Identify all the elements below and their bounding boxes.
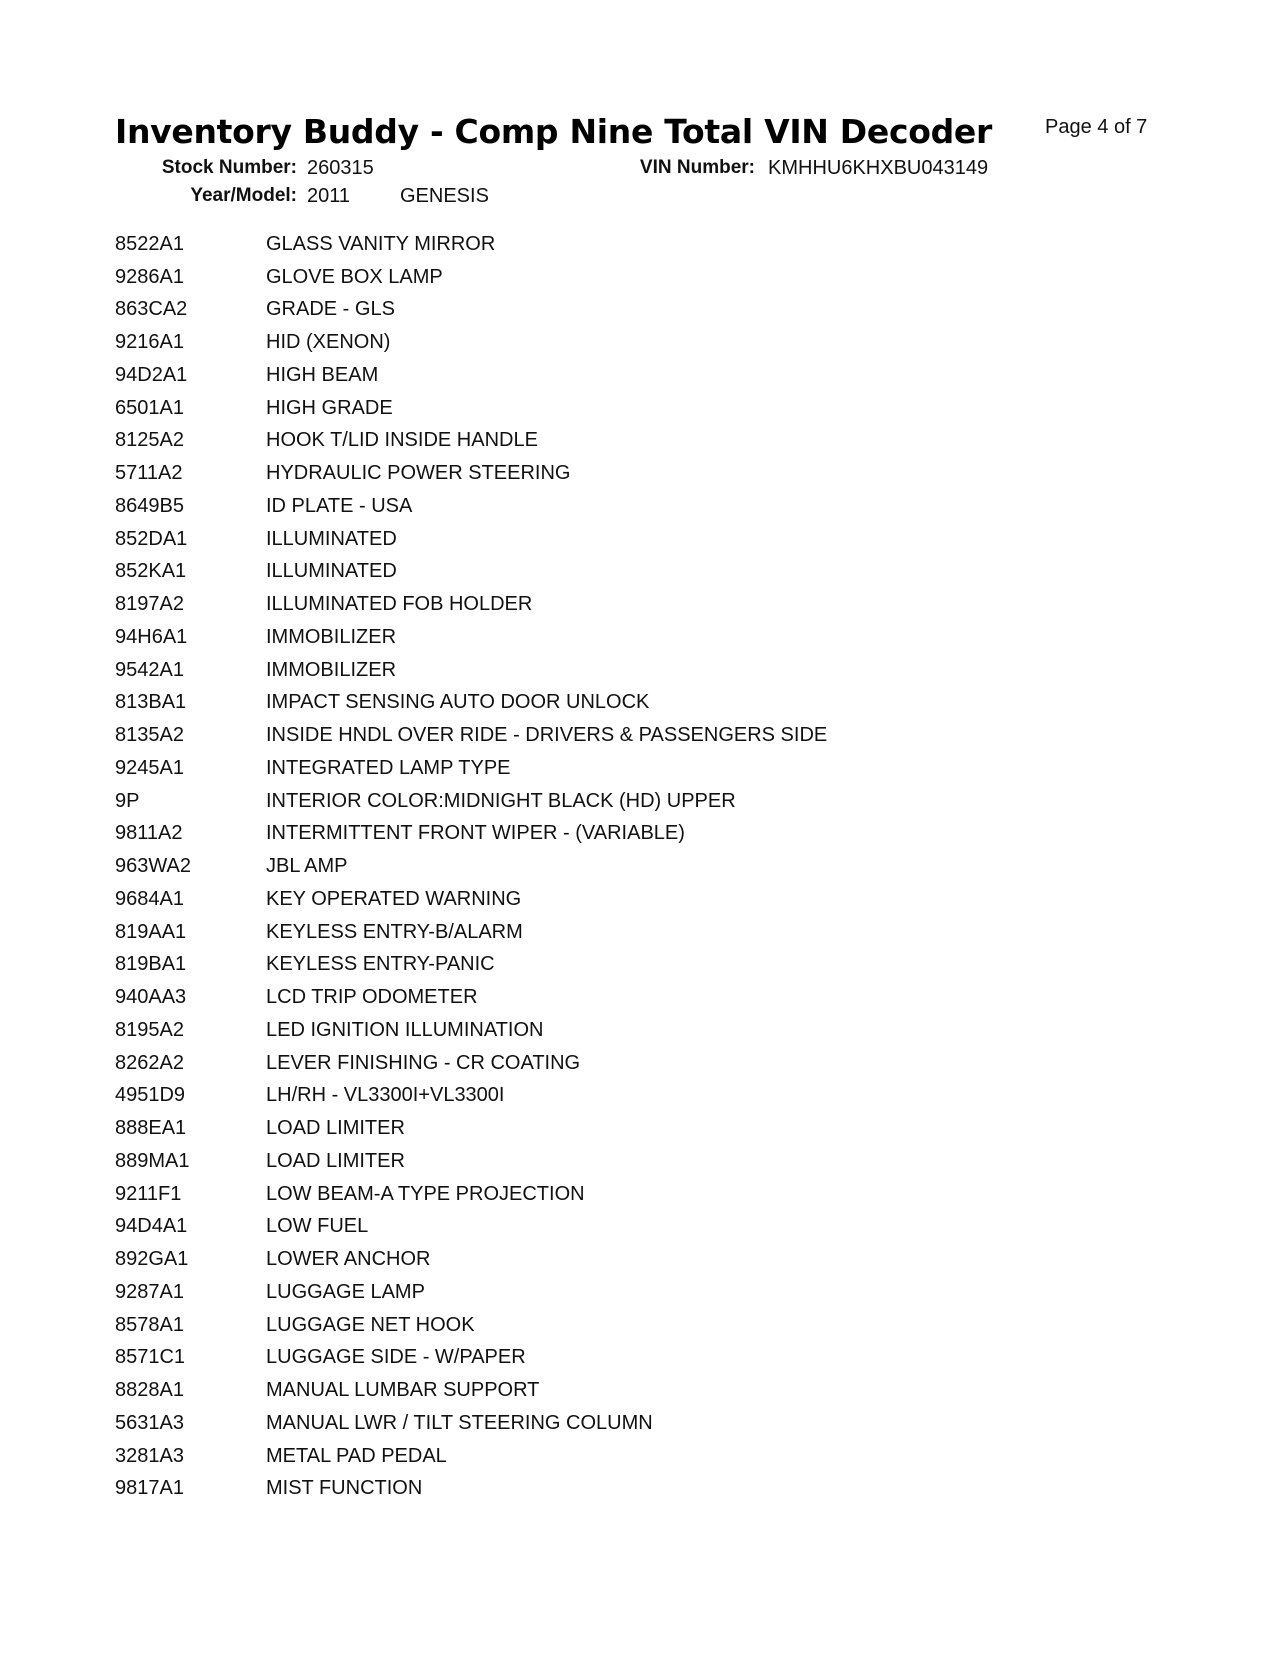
option-description: IMMOBILIZER [266,625,397,648]
year-model-label: Year/Model: [190,185,297,206]
option-code: 9286A1 [115,265,184,288]
stock-number-value: 260315 [307,157,374,179]
option-code: 8125A2 [115,429,184,452]
option-description: KEYLESS ENTRY-B/ALARM [266,920,523,943]
list-item [115,425,827,458]
list-item [115,326,827,359]
option-code: 9817A1 [115,1477,184,1500]
option-description: KEY OPERATED WARNING [266,887,522,910]
list-item [115,490,827,523]
option-code: 94D2A1 [115,363,188,386]
option-description: MIST FUNCTION [266,1477,423,1500]
list-item [115,621,827,654]
option-description: LOAD LIMITER [266,1117,405,1140]
list-item [115,1014,827,1047]
option-description: LCD TRIP ODOMETER [266,986,478,1009]
option-description: INTERIOR COLOR:MIDNIGHT BLACK (HD) UPPER [266,789,736,812]
option-description: LOWER ANCHOR [266,1248,431,1271]
option-description: LOW BEAM-A TYPE PROJECTION [266,1182,585,1205]
option-description: GLASS VANITY MIRROR [266,232,496,255]
option-code: 8649B5 [115,494,184,517]
option-description: ILLUMINATED [266,527,397,550]
list-item [115,719,827,752]
option-code-list [115,228,827,1505]
list-item [115,457,827,490]
option-code: 8522A1 [115,232,184,255]
option-code: 888EA1 [115,1117,187,1140]
option-code: 94D4A1 [115,1215,188,1238]
option-description: GRADE - GLS [266,298,395,321]
option-code: 9287A1 [115,1280,184,1303]
option-code: 889MA1 [115,1149,190,1172]
option-code: 94H6A1 [115,625,188,648]
option-code: 9P [115,789,140,812]
list-item [115,785,827,818]
list-item [115,588,827,621]
option-code: 813BA1 [115,691,187,714]
list-item [115,1440,827,1473]
option-description: INSIDE HNDL OVER RIDE - DRIVERS & PASSENGERS SIDE [266,724,828,747]
option-code: 8828A1 [115,1379,184,1402]
list-item [115,1407,827,1440]
list-item [115,523,827,556]
option-description: IMPACT SENSING AUTO DOOR UNLOCK [266,691,650,714]
option-code: 863CA2 [115,298,188,321]
option-description: IMMOBILIZER [266,658,397,681]
option-code: 963WA2 [115,855,191,878]
list-item [115,916,827,949]
option-description: ID PLATE - USA [266,494,413,517]
list-item [115,654,827,687]
list-item [115,261,827,294]
option-code: 4951D9 [115,1084,186,1107]
option-description: HYDRAULIC POWER STEERING [266,462,571,485]
document-title: Inventory Buddy - Comp Nine Total VIN Decoder [115,112,992,151]
list-item [115,981,827,1014]
list-item [115,1374,827,1407]
option-code: 8135A2 [115,724,184,747]
option-description: INTEGRATED LAMP TYPE [266,756,511,779]
option-code: 9245A1 [115,756,184,779]
vin-number-label: VIN Number: [639,157,755,178]
option-description: JBL AMP [266,855,348,878]
list-item [115,949,827,982]
list-item [115,392,827,425]
option-code: 819BA1 [115,953,187,976]
year-value: 2011 [307,185,351,207]
option-description: INTERMITTENT FRONT WIPER - (VARIABLE) [266,822,685,845]
list-item [115,1342,827,1375]
list-item [115,1473,827,1506]
option-description: LOW FUEL [266,1215,369,1238]
option-description: LUGGAGE SIDE - W/PAPER [266,1346,526,1369]
list-item [115,1112,827,1145]
list-item [115,752,827,785]
list-item [115,228,827,261]
option-code: 852DA1 [115,527,188,550]
list-item [115,850,827,883]
option-description: MANUAL LUMBAR SUPPORT [266,1379,540,1402]
list-item [115,359,827,392]
option-code: 940AA3 [115,986,187,1009]
option-description: LUGGAGE NET HOOK [266,1313,475,1336]
option-description: ILLUMINATED [266,560,397,583]
option-code: 9542A1 [115,658,184,681]
list-item [115,1276,827,1309]
option-description: LOAD LIMITER [266,1149,405,1172]
list-item [115,1243,827,1276]
list-item [115,1080,827,1113]
option-description: LED IGNITION ILLUMINATION [266,1018,544,1041]
option-code: 9211F1 [115,1182,182,1205]
list-item [115,1178,827,1211]
option-code: 9216A1 [115,331,184,354]
option-description: LH/RH - VL3300I+VL3300I [266,1084,505,1107]
option-code: 892GA1 [115,1248,189,1271]
option-code: 6501A1 [115,396,184,419]
option-description: LUGGAGE LAMP [266,1280,425,1303]
model-value: GENESIS [400,185,489,207]
option-description: HID (XENON) [266,331,391,354]
option-description: ILLUMINATED FOB HOLDER [266,593,533,616]
option-code: 8262A2 [115,1051,184,1074]
list-item [115,294,827,327]
option-description: METAL PAD PEDAL [266,1444,447,1467]
stock-number-label: Stock Number: [161,157,297,178]
option-description: HOOK T/LID INSIDE HANDLE [266,429,538,452]
list-item [115,1309,827,1342]
option-description: HIGH BEAM [266,363,379,386]
list-item [115,556,827,589]
option-code: 8197A2 [115,593,184,616]
option-description: LEVER FINISHING - CR COATING [266,1051,581,1074]
list-item [115,818,827,851]
option-code: 5711A2 [115,462,183,485]
option-code: 9811A2 [115,822,183,845]
option-code: 3281A3 [115,1444,184,1467]
option-code: 852KA1 [115,560,187,583]
list-item [115,687,827,720]
option-code: 819AA1 [115,920,187,943]
vin-number-value: KMHHU6KHXBU043149 [768,157,989,179]
list-item [115,883,827,916]
option-code: 8571C1 [115,1346,186,1369]
list-item [115,1211,827,1244]
option-description: HIGH GRADE [266,396,393,419]
option-description: MANUAL LWR / TILT STEERING COLUMN [266,1411,653,1434]
option-code: 8195A2 [115,1018,184,1041]
option-description: KEYLESS ENTRY-PANIC [266,953,495,976]
option-code: 5631A3 [115,1411,184,1434]
list-item [115,1047,827,1080]
page-number: Page 4 of 7 [1045,116,1148,138]
option-code: 9684A1 [115,887,184,910]
list-item [115,1145,827,1178]
option-code: 8578A1 [115,1313,184,1336]
option-description: GLOVE BOX LAMP [266,265,443,288]
